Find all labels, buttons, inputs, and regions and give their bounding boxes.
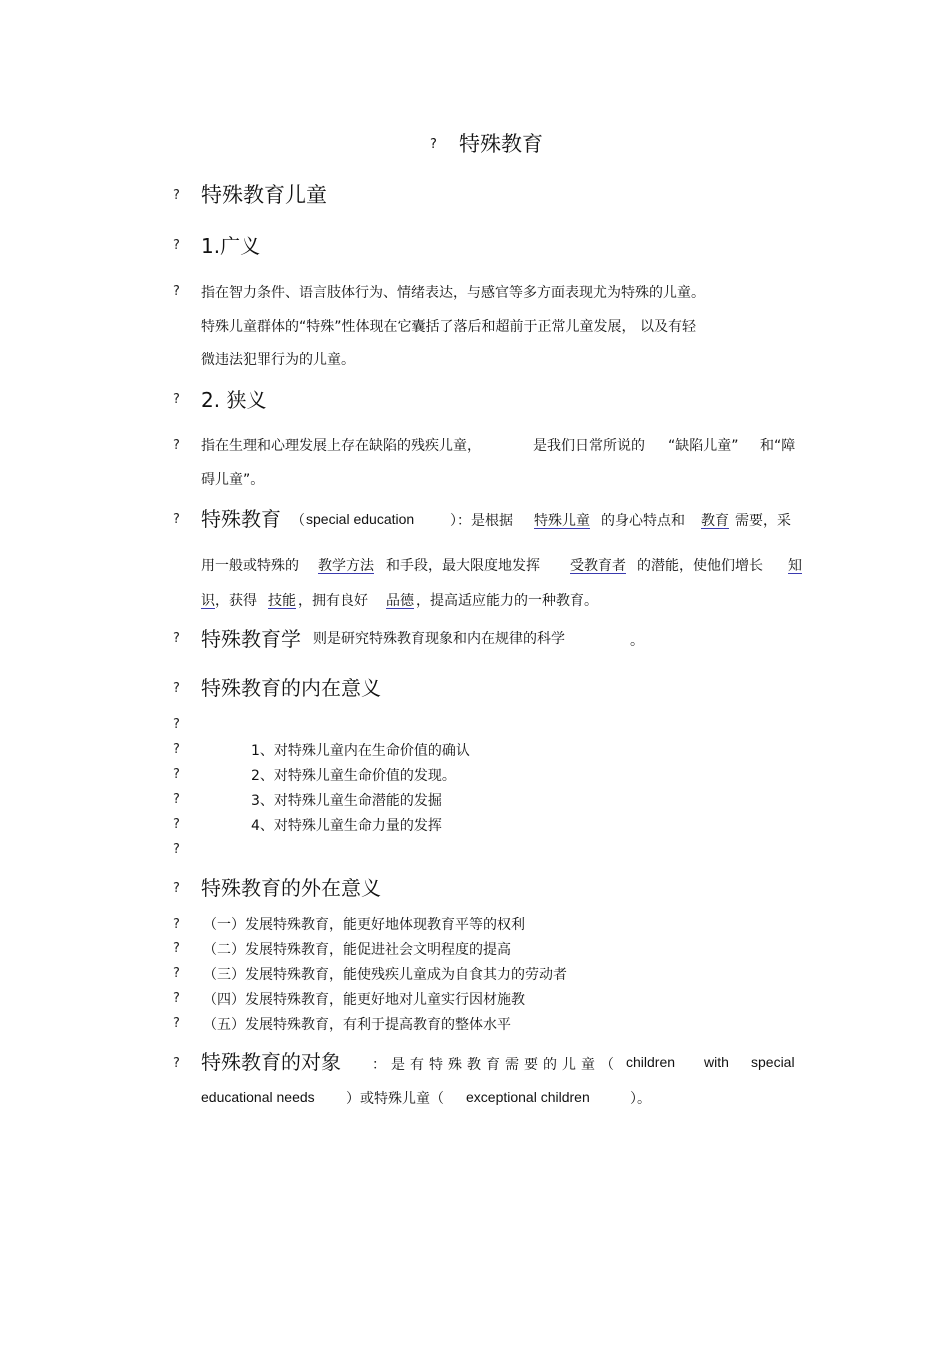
english-term: special education: [306, 511, 415, 527]
paragraph-text: ）：是根据: [450, 513, 513, 529]
bullet: ?: [173, 941, 180, 956]
link-teaching-methods[interactable]: 教学方法: [318, 558, 374, 574]
term-special-pedagogy: 特殊教育学: [201, 627, 301, 651]
paragraph-line: 指在智力条件、语言肢体行为、情绪表达，与感官等多方面表现尤为特殊的儿童。: [201, 285, 705, 301]
term-target: 特殊教育的对象: [201, 1050, 341, 1074]
link-knowledge[interactable]: 知: [788, 558, 802, 574]
paragraph-text: 的潜能，使他们增长: [637, 558, 763, 574]
bullet: ?: [173, 438, 180, 453]
paragraph-line: 特殊儿童群体的“特殊”性体现在它囊括了落后和超前于正常儿童发展， 以及有轻: [201, 319, 696, 335]
bullet: ?: [173, 917, 180, 932]
bullet: ?: [173, 681, 180, 696]
english-text: exceptional children: [466, 1089, 590, 1105]
paragraph-text: ）或特殊儿童（: [346, 1091, 444, 1107]
bullet: ?: [173, 1016, 180, 1031]
list-item: （四）发展特殊教育，能更好地对儿童实行因材施教: [203, 992, 525, 1008]
paragraph-text: 碍儿童”。: [201, 472, 265, 488]
bullet: ?: [173, 742, 180, 757]
paren: （: [291, 513, 305, 529]
link-special-children[interactable]: 特殊儿童: [534, 513, 590, 529]
bullet: ?: [173, 238, 180, 253]
bullet: ?: [173, 792, 180, 807]
list-item: （一）发展特殊教育，能更好地体现教育平等的权利: [203, 917, 525, 933]
link-skills[interactable]: 技能: [268, 593, 296, 609]
bullet: ?: [173, 881, 180, 896]
link-educatee[interactable]: 受教育者: [570, 558, 626, 574]
bullet: ?: [173, 188, 180, 203]
term-special-education: 特殊教育: [201, 507, 281, 531]
english-text: children: [626, 1054, 676, 1070]
bullet: ?: [173, 966, 180, 981]
paragraph-text: 则是研究特殊教育现象和内在规律的科学: [313, 631, 565, 647]
paragraph-text: ，获得: [215, 593, 257, 609]
paragraph-text: ，拥有良好: [298, 593, 368, 609]
paragraph-text: 和“障: [760, 438, 796, 454]
paragraph-text: 需要，采: [735, 513, 791, 529]
bullet: ?: [173, 767, 180, 782]
list-item: 1、对特殊儿童内在生命价值的确认: [251, 743, 470, 759]
list-item: （二）发展特殊教育，能促进社会文明程度的提高: [203, 942, 511, 958]
paragraph-text: 是我们日常所说的: [533, 438, 645, 454]
list-item: 3、对特殊儿童生命潜能的发掘: [251, 793, 442, 809]
list-item: （三）发展特殊教育，能使残疾儿童成为自食其力的劳动者: [203, 967, 567, 983]
heading-broad: 1.广义: [201, 234, 261, 258]
paragraph-text: ，提高适应能力的一种教育。: [416, 593, 598, 609]
english-text: special: [751, 1054, 795, 1070]
link-knowledge[interactable]: 识: [201, 593, 215, 609]
bullet: ?: [173, 631, 180, 646]
heading-inner-significance: 特殊教育的内在意义: [201, 676, 381, 700]
page-title: 特殊教育: [459, 132, 543, 156]
link-morality[interactable]: 品德: [386, 593, 414, 609]
paragraph-text: 用一般或特殊的: [201, 558, 299, 574]
paragraph-text: 指在生理和心理发展上存在缺陷的残疾儿童，: [201, 438, 481, 454]
list-item: （五）发展特殊教育，有利于提高教育的整体水平: [203, 1017, 511, 1033]
bullet: ?: [173, 284, 180, 299]
paragraph-text: ）。: [630, 1091, 651, 1107]
bullet: ?: [173, 842, 180, 857]
title-bullet: ?: [430, 137, 437, 152]
paragraph-text: 和手段，最大限度地发挥: [386, 558, 540, 574]
paragraph-text: ：是有特殊教育需要的儿童（: [372, 1057, 619, 1073]
heading-outer-significance: 特殊教育的外在意义: [201, 876, 381, 900]
english-text: with: [704, 1054, 729, 1070]
list-item: 2、对特殊儿童生命价值的发现。: [251, 768, 456, 784]
link-education[interactable]: 教育: [701, 513, 729, 529]
bullet: ?: [173, 1056, 180, 1071]
bullet: ?: [173, 817, 180, 832]
bullet: ?: [173, 392, 180, 407]
period: 。: [630, 633, 644, 649]
paragraph-text: “缺陷儿童”: [668, 438, 739, 454]
heading-narrow: 2. 狭义: [201, 388, 267, 412]
paragraph-line: 微违法犯罪行为的儿童。: [201, 352, 355, 368]
heading-special-children: 特殊教育儿童: [201, 183, 327, 207]
paragraph-text: 的身心特点和: [601, 513, 685, 529]
bullet: ?: [173, 512, 180, 527]
bullet: ?: [173, 991, 180, 1006]
list-item: 4、对特殊儿童生命力量的发挥: [251, 818, 442, 834]
english-text: educational needs: [201, 1089, 315, 1105]
bullet: ?: [173, 717, 180, 732]
